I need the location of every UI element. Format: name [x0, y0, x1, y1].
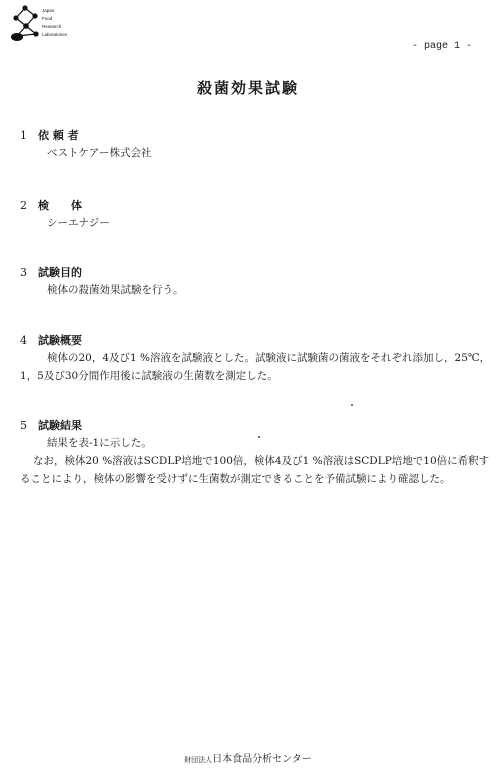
section-body: [20, 214, 480, 232]
section-title: 試験結果: [38, 419, 82, 432]
footer-name: 日本食品分析センター: [212, 754, 312, 765]
page-number: - page 1 -: [411, 41, 472, 52]
section-number: 1: [20, 129, 27, 142]
section-body: [20, 281, 480, 299]
section-body: [20, 434, 490, 488]
logo-line-1: Japan: [42, 8, 55, 13]
section-heading: [20, 198, 480, 214]
issuer-footer: [0, 750, 496, 765]
logo-line-4: Laboratories: [42, 32, 68, 37]
section-text: 結果を表-1に示した。: [47, 437, 152, 449]
section-text: 検体の20，4及び1 %溶液を試験液とした。試験液に試験菌の菌液をそれぞれ添加し，25℃，: [47, 352, 491, 364]
document-title: 殺菌効果試験: [196, 79, 299, 97]
molecule-logo-icon: [8, 4, 42, 46]
section-heading: [20, 333, 480, 349]
section-number: 4: [20, 334, 27, 347]
logo-line-2: Food: [42, 16, 53, 21]
section-text: ベストケアー株式会社: [47, 147, 152, 159]
section-text: なお，検体20 %溶液はSCDLP培地で100倍，検体4及び1 %溶液はSCDLP培地で10倍に希釈す: [33, 455, 490, 467]
section-body: [20, 349, 491, 385]
section-overview: [20, 333, 491, 385]
section-title: 試験概要: [38, 334, 82, 347]
section-heading: [20, 265, 480, 281]
section-results: [20, 418, 490, 488]
section-number: 3: [20, 266, 27, 279]
section-number: 5: [20, 419, 27, 432]
section-title: 検 体: [38, 199, 82, 212]
section-heading: [20, 128, 480, 144]
section-purpose: [20, 265, 480, 299]
section-body: [20, 144, 480, 162]
section-text: 検体の殺菌効果試験を行う。: [47, 284, 184, 296]
logo-line-3: Research: [42, 24, 62, 29]
section-heading: [20, 418, 480, 434]
section-text: 1，5及び30分間作用後に試験液の生菌数を測定した。: [20, 370, 278, 382]
section-title: 依 頼 者: [38, 129, 79, 142]
section-text: ることにより，検体の影響を受けずに生菌数が測定できることを予備試験により確認した。: [20, 473, 451, 485]
section-client: [20, 128, 480, 162]
section-sample: [20, 198, 480, 232]
section-text: シーエナジー: [47, 217, 110, 229]
logo-text: [42, 7, 67, 39]
section-number: 2: [20, 199, 27, 212]
lab-logo: [8, 4, 98, 54]
footer-prefix: 財団法人: [184, 757, 213, 764]
scan-speck: [258, 436, 260, 438]
section-title: 試験目的: [38, 266, 82, 279]
scan-speck: [351, 404, 353, 406]
